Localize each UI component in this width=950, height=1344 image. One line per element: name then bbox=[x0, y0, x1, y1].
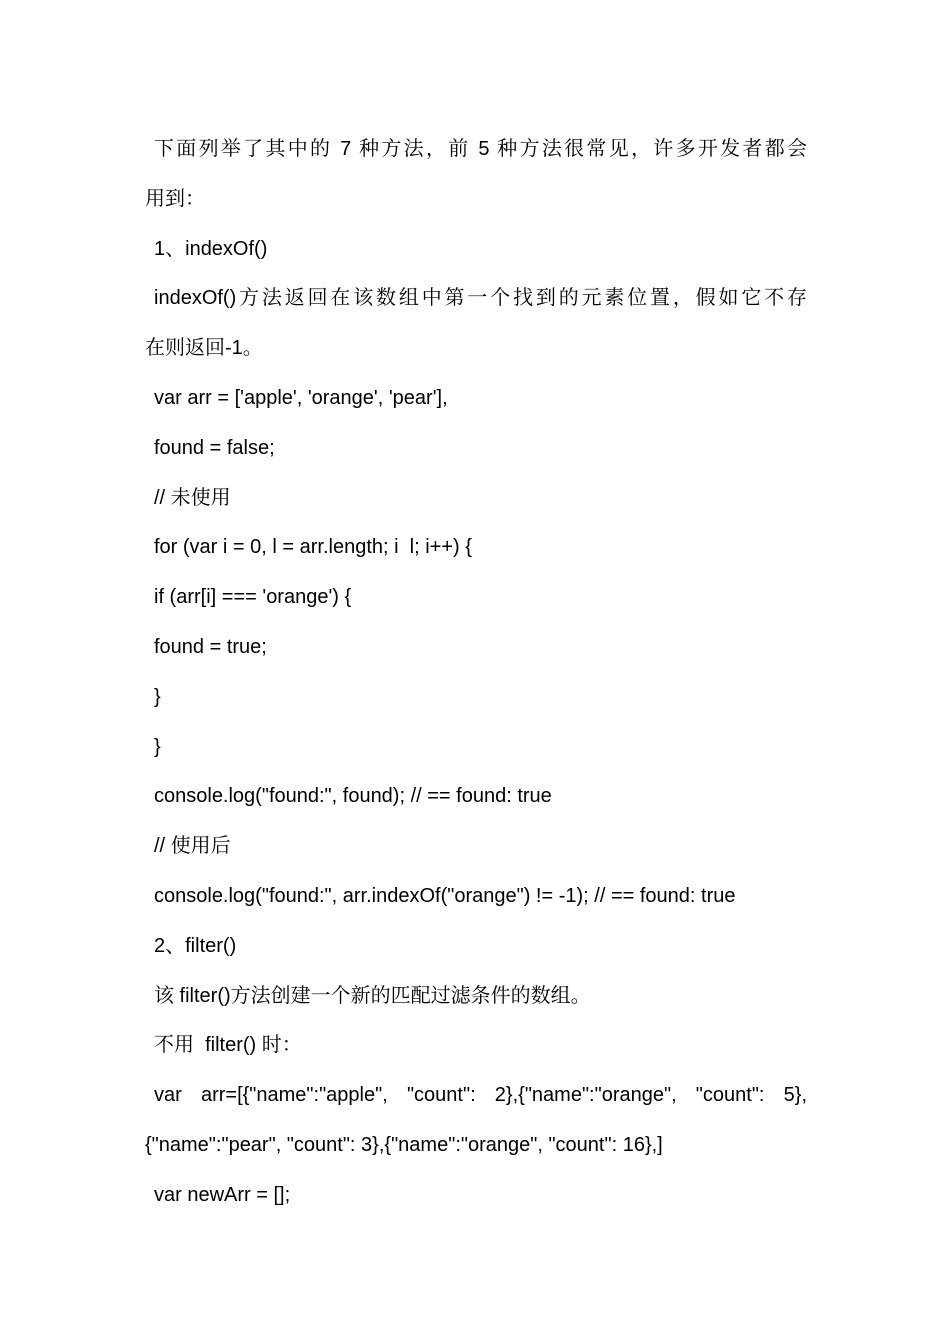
code-line-wrap-2: {"name":"pear", "count": 3},{"name":"orange", "count": 16},] bbox=[145, 1133, 663, 1156]
code-line: console.log("found:", found); // == found: true bbox=[154, 785, 552, 808]
code-line: } bbox=[154, 735, 161, 758]
code-line: found = false; bbox=[154, 436, 275, 459]
text-line-filter-desc: 该 filter()方法创建一个新的匹配过滤条件的数组。 bbox=[154, 984, 591, 1007]
text-line-intro-1: 下面列举了其中的 7 种方法，前 5 种方法很常见，许多开发者都会 bbox=[154, 138, 807, 160]
document-body bbox=[145, 125, 807, 1221]
text-line-indexof-desc-1: indexOf()方法返回在该数组中第一个找到的元素位置，假如它不存 bbox=[154, 287, 807, 310]
code-comment-line: // 未使用 bbox=[154, 486, 231, 509]
text-line-indexof-desc-2: 在则返回-1。 bbox=[145, 337, 263, 360]
code-line: var newArr = []; bbox=[154, 1183, 291, 1206]
text-line-filter-without: 不用 filter() 时： bbox=[154, 1034, 302, 1057]
section-heading-filter: 2、filter() bbox=[154, 934, 237, 957]
code-line-wrap-1: var arr=[{"name":"apple", "count": 2},{"name":"orange", "count": 5}, bbox=[154, 1084, 807, 1107]
code-line: if (arr[i] === 'orange') { bbox=[154, 586, 352, 609]
section-heading-indexof: 1、indexOf() bbox=[154, 237, 268, 260]
code-line: for (var i = 0, l = arr.length; i l; i++) { bbox=[154, 536, 472, 559]
code-line: console.log("found:", arr.indexOf("orange") != -1); // == found: true bbox=[154, 884, 736, 907]
text-line-intro-2: 用到： bbox=[145, 187, 205, 210]
code-line: } bbox=[154, 685, 161, 708]
code-line: found = true; bbox=[154, 635, 267, 658]
code-comment-line: // 使用后 bbox=[154, 835, 231, 858]
code-line: var arr = ['apple', 'orange', 'pear'], bbox=[154, 386, 448, 409]
